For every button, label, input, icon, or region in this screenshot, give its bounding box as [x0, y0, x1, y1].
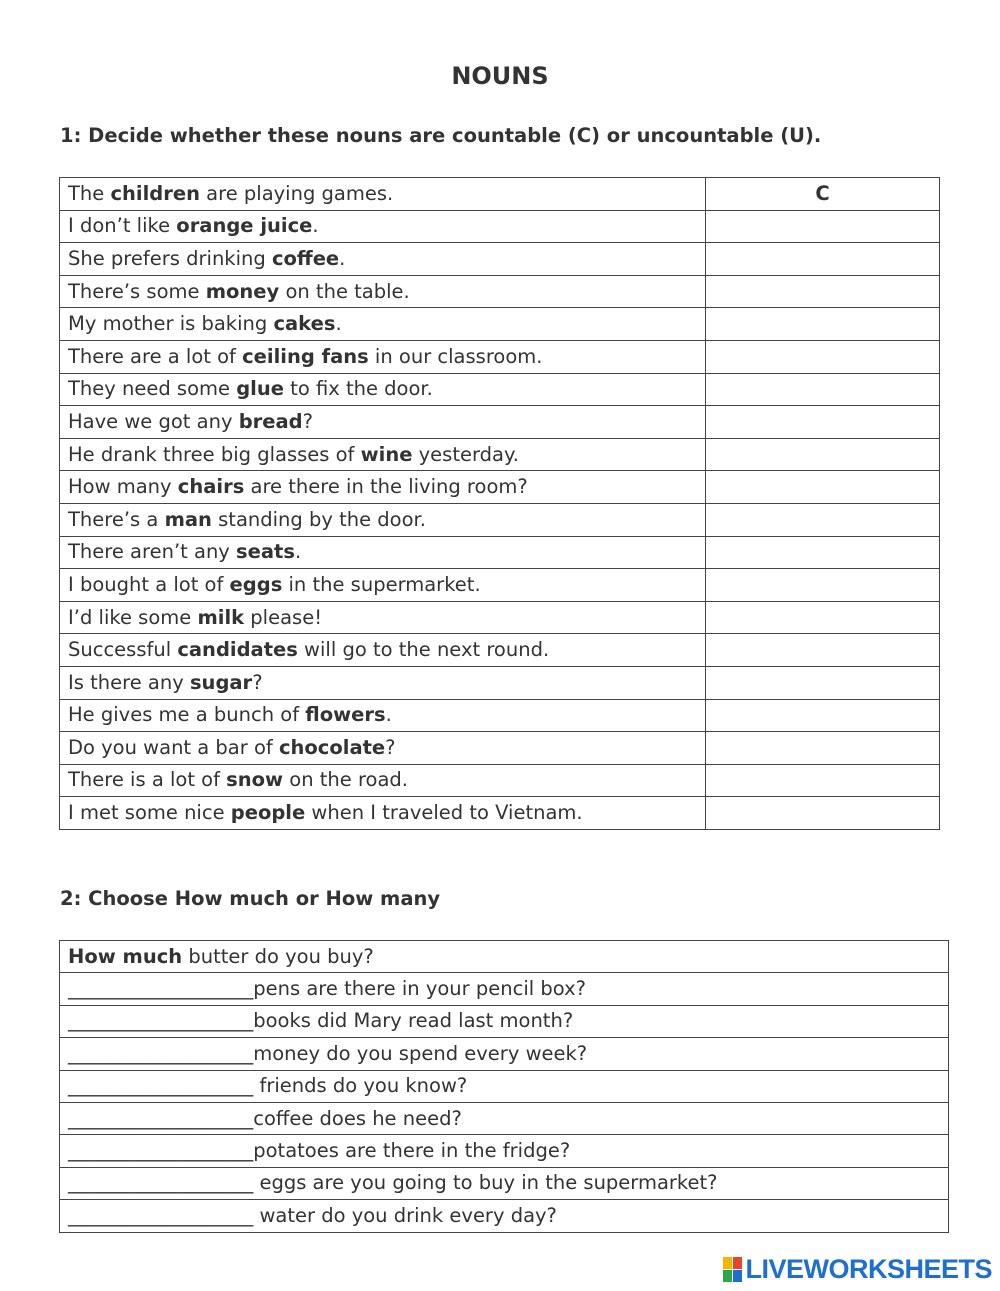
answer-cell[interactable] [706, 340, 940, 373]
table-row [60, 275, 940, 308]
table-row [60, 1102, 949, 1134]
sentence-text: Do you want a bar of [68, 735, 279, 759]
sentence-text: There aren’t any [68, 540, 237, 564]
question-text: friends do you know? [253, 1074, 468, 1098]
sentence-text: There is a lot of [68, 768, 227, 792]
countable-table [59, 177, 940, 830]
table-row [60, 1135, 949, 1167]
sentence-text: ? [385, 735, 396, 759]
noun-text: orange juice [176, 214, 313, 238]
logo-block [723, 1257, 732, 1269]
sentence-cell [60, 406, 706, 439]
answer-cell[interactable] [706, 666, 940, 699]
table-row [60, 340, 940, 373]
sentence-text: She prefers drinking [68, 246, 272, 270]
sentence-text: Is there any [68, 670, 190, 694]
table-row [60, 797, 940, 830]
answer-cell[interactable] [706, 406, 940, 439]
table-row [60, 732, 940, 765]
answer-cell[interactable] [706, 373, 940, 406]
answer-cell[interactable] [706, 243, 940, 276]
question-text: water do you drink every day? [253, 1203, 557, 1227]
answer-cell[interactable] [706, 764, 940, 797]
noun-text: candidates [177, 638, 298, 662]
sentence-cell [60, 438, 706, 471]
table-row [60, 471, 940, 504]
answer-blank[interactable]: ___________________ [68, 1041, 254, 1065]
sentence-cell [60, 732, 706, 765]
table-row [60, 536, 940, 569]
sentence-text: He gives me a bunch of [68, 703, 306, 727]
noun-text: bread [238, 409, 303, 433]
answer-cell[interactable] [706, 438, 940, 471]
answer-cell[interactable] [706, 503, 940, 536]
answer-blank[interactable]: ___________________ [68, 1106, 254, 1130]
sentence-cell [60, 569, 706, 602]
answer-cell[interactable] [706, 732, 940, 765]
noun-text: snow [226, 768, 284, 792]
question-cell [60, 1070, 949, 1102]
sentence-text: Have we got any [68, 409, 239, 433]
question-text: money do you spend every week? [253, 1041, 588, 1065]
sentence-text: How many [68, 475, 178, 499]
sentence-text: . [312, 214, 319, 238]
sentence-cell [60, 471, 706, 504]
noun-text: wine [360, 442, 413, 466]
sentence-text: Successful [68, 638, 178, 662]
table-row [60, 1038, 949, 1070]
table-row [60, 941, 949, 973]
noun-text: chocolate [278, 735, 386, 759]
noun-text: man [164, 507, 212, 531]
table-row [60, 569, 940, 602]
answer-cell[interactable] [706, 536, 940, 569]
sentence-cell [60, 373, 706, 406]
how-much-many-table [59, 940, 949, 1233]
sentence-cell [60, 340, 706, 373]
answer-cell[interactable] [706, 699, 940, 732]
question-cell [60, 1200, 949, 1232]
question-text: coffee does he need? [253, 1106, 462, 1130]
noun-text: children [110, 181, 200, 205]
noun-text: flowers [305, 703, 386, 727]
sentence-text: in the supermarket. [282, 572, 481, 596]
sentence-cell [60, 601, 706, 634]
sentence-text: There are a lot of [68, 344, 243, 368]
sentence-text: when I traveled to Vietnam. [305, 801, 583, 825]
noun-text: eggs [229, 572, 283, 596]
answer-blank[interactable]: ___________________ [68, 977, 254, 1001]
table-row [60, 973, 949, 1005]
sentence-text: They need some [68, 377, 237, 401]
sentence-cell [60, 308, 706, 341]
table-row [60, 178, 940, 211]
sentence-text: . [294, 540, 302, 564]
sentence-text: I don’t like [68, 214, 177, 238]
sentence-text: standing by the door. [211, 507, 426, 531]
noun-text: glue [236, 377, 284, 401]
sentence-text: to fix the door. [283, 377, 433, 401]
answer-blank[interactable]: ___________________ [68, 1139, 254, 1163]
table-row [60, 764, 940, 797]
noun-text: milk [197, 605, 245, 629]
table-row [60, 243, 940, 276]
sentence-text: The [68, 181, 111, 205]
question-text: potatoes are there in the fridge? [253, 1139, 571, 1163]
question-text: butter do you buy? [182, 944, 374, 968]
noun-text: coffee [271, 246, 340, 270]
sentence-text: . [339, 246, 346, 270]
sentence-cell [60, 699, 706, 732]
logo-blocks-icon [723, 1257, 742, 1282]
answer-blank[interactable]: ___________________ [68, 1171, 254, 1195]
table-row [60, 503, 940, 536]
sentence-cell [60, 275, 706, 308]
answer-blank[interactable]: ___________________ [68, 1074, 254, 1098]
question-text: pens are there in your pencil box? [253, 977, 586, 1001]
sentence-text: are there in the living room? [244, 475, 528, 499]
table-row [60, 601, 940, 634]
answer-blank[interactable]: ___________________ [68, 1009, 254, 1033]
answer-blank[interactable]: ___________________ [68, 1203, 254, 1227]
sentence-text: yesterday. [412, 442, 519, 466]
table-row [60, 699, 940, 732]
logo-block [723, 1270, 732, 1282]
question-cell [60, 1005, 949, 1037]
sentence-text: are playing games. [199, 181, 394, 205]
question-cell [60, 1135, 949, 1167]
question-cell [60, 1038, 949, 1070]
logo-text: LIVEWORKSHEETS [745, 1253, 992, 1284]
sentence-cell [60, 764, 706, 797]
noun-text: sugar [189, 670, 253, 694]
sentence-text: on the table. [279, 279, 410, 303]
answer-cell[interactable] [706, 797, 940, 830]
question-cell [60, 973, 949, 1005]
sentence-cell [60, 797, 706, 830]
answer-example: How much [68, 944, 183, 968]
question-text: books did Mary read last month? [253, 1009, 574, 1033]
sentence-text: in our classroom. [368, 344, 543, 368]
page-title: NOUNS [451, 62, 549, 90]
sentence-text: He drank three big glasses of [68, 442, 361, 466]
sentence-cell [60, 666, 706, 699]
table-row [60, 308, 940, 341]
sentence-cell [60, 536, 706, 569]
table-row [60, 1200, 949, 1232]
question-cell [60, 1167, 949, 1199]
sentence-text: will go to the next round. [297, 638, 550, 662]
table-row [60, 373, 940, 406]
answer-cell[interactable] [706, 471, 940, 504]
sentence-cell [60, 634, 706, 667]
sentence-text: please! [244, 605, 323, 629]
noun-text: ceiling fans [242, 344, 369, 368]
answer-cell[interactable] [706, 210, 940, 243]
answer-cell[interactable] [706, 569, 940, 602]
logo-block [733, 1257, 742, 1269]
sentence-cell [60, 210, 706, 243]
table-row [60, 1005, 949, 1037]
sentence-text: ? [252, 670, 263, 694]
table-row [60, 210, 940, 243]
sentence-text: I’d like some [68, 605, 198, 629]
noun-text: money [205, 279, 280, 303]
table-row [60, 406, 940, 439]
answer-cell[interactable]: C [706, 178, 940, 211]
sentence-cell [60, 243, 706, 276]
answer-cell[interactable] [706, 275, 940, 308]
sentence-text: I met some nice [68, 801, 231, 825]
question-cell [60, 941, 949, 973]
sentence-text: ? [302, 409, 313, 433]
answer-cell[interactable] [706, 601, 940, 634]
table-row [60, 1070, 949, 1102]
sentence-text: . [335, 312, 342, 336]
section1-instruction: 1: Decide whether these nouns are countable (C) or uncountable (U). [60, 124, 822, 147]
sentence-text: on the road. [283, 768, 409, 792]
sentence-text: There’s some [68, 279, 206, 303]
liveworksheets-logo [723, 1255, 992, 1283]
sentence-cell [60, 503, 706, 536]
sentence-text: There’s a [68, 507, 165, 531]
table-row [60, 438, 940, 471]
sentence-text: My mother is baking [68, 312, 274, 336]
noun-text: seats [236, 540, 295, 564]
table-row [60, 634, 940, 667]
logo-block [733, 1270, 742, 1282]
answer-cell[interactable] [706, 308, 940, 341]
noun-text: cakes [273, 312, 336, 336]
answer-cell[interactable] [706, 634, 940, 667]
table-row [60, 666, 940, 699]
sentence-text: I bought a lot of [68, 572, 230, 596]
sentence-cell [60, 178, 706, 211]
sentence-text: . [385, 703, 392, 727]
section2-instruction: 2: Choose How much or How many [60, 887, 441, 910]
question-text: eggs are you going to buy in the supermarket? [253, 1171, 718, 1195]
table-row [60, 1167, 949, 1199]
noun-text: chairs [177, 475, 245, 499]
noun-text: people [230, 801, 306, 825]
question-cell [60, 1102, 949, 1134]
